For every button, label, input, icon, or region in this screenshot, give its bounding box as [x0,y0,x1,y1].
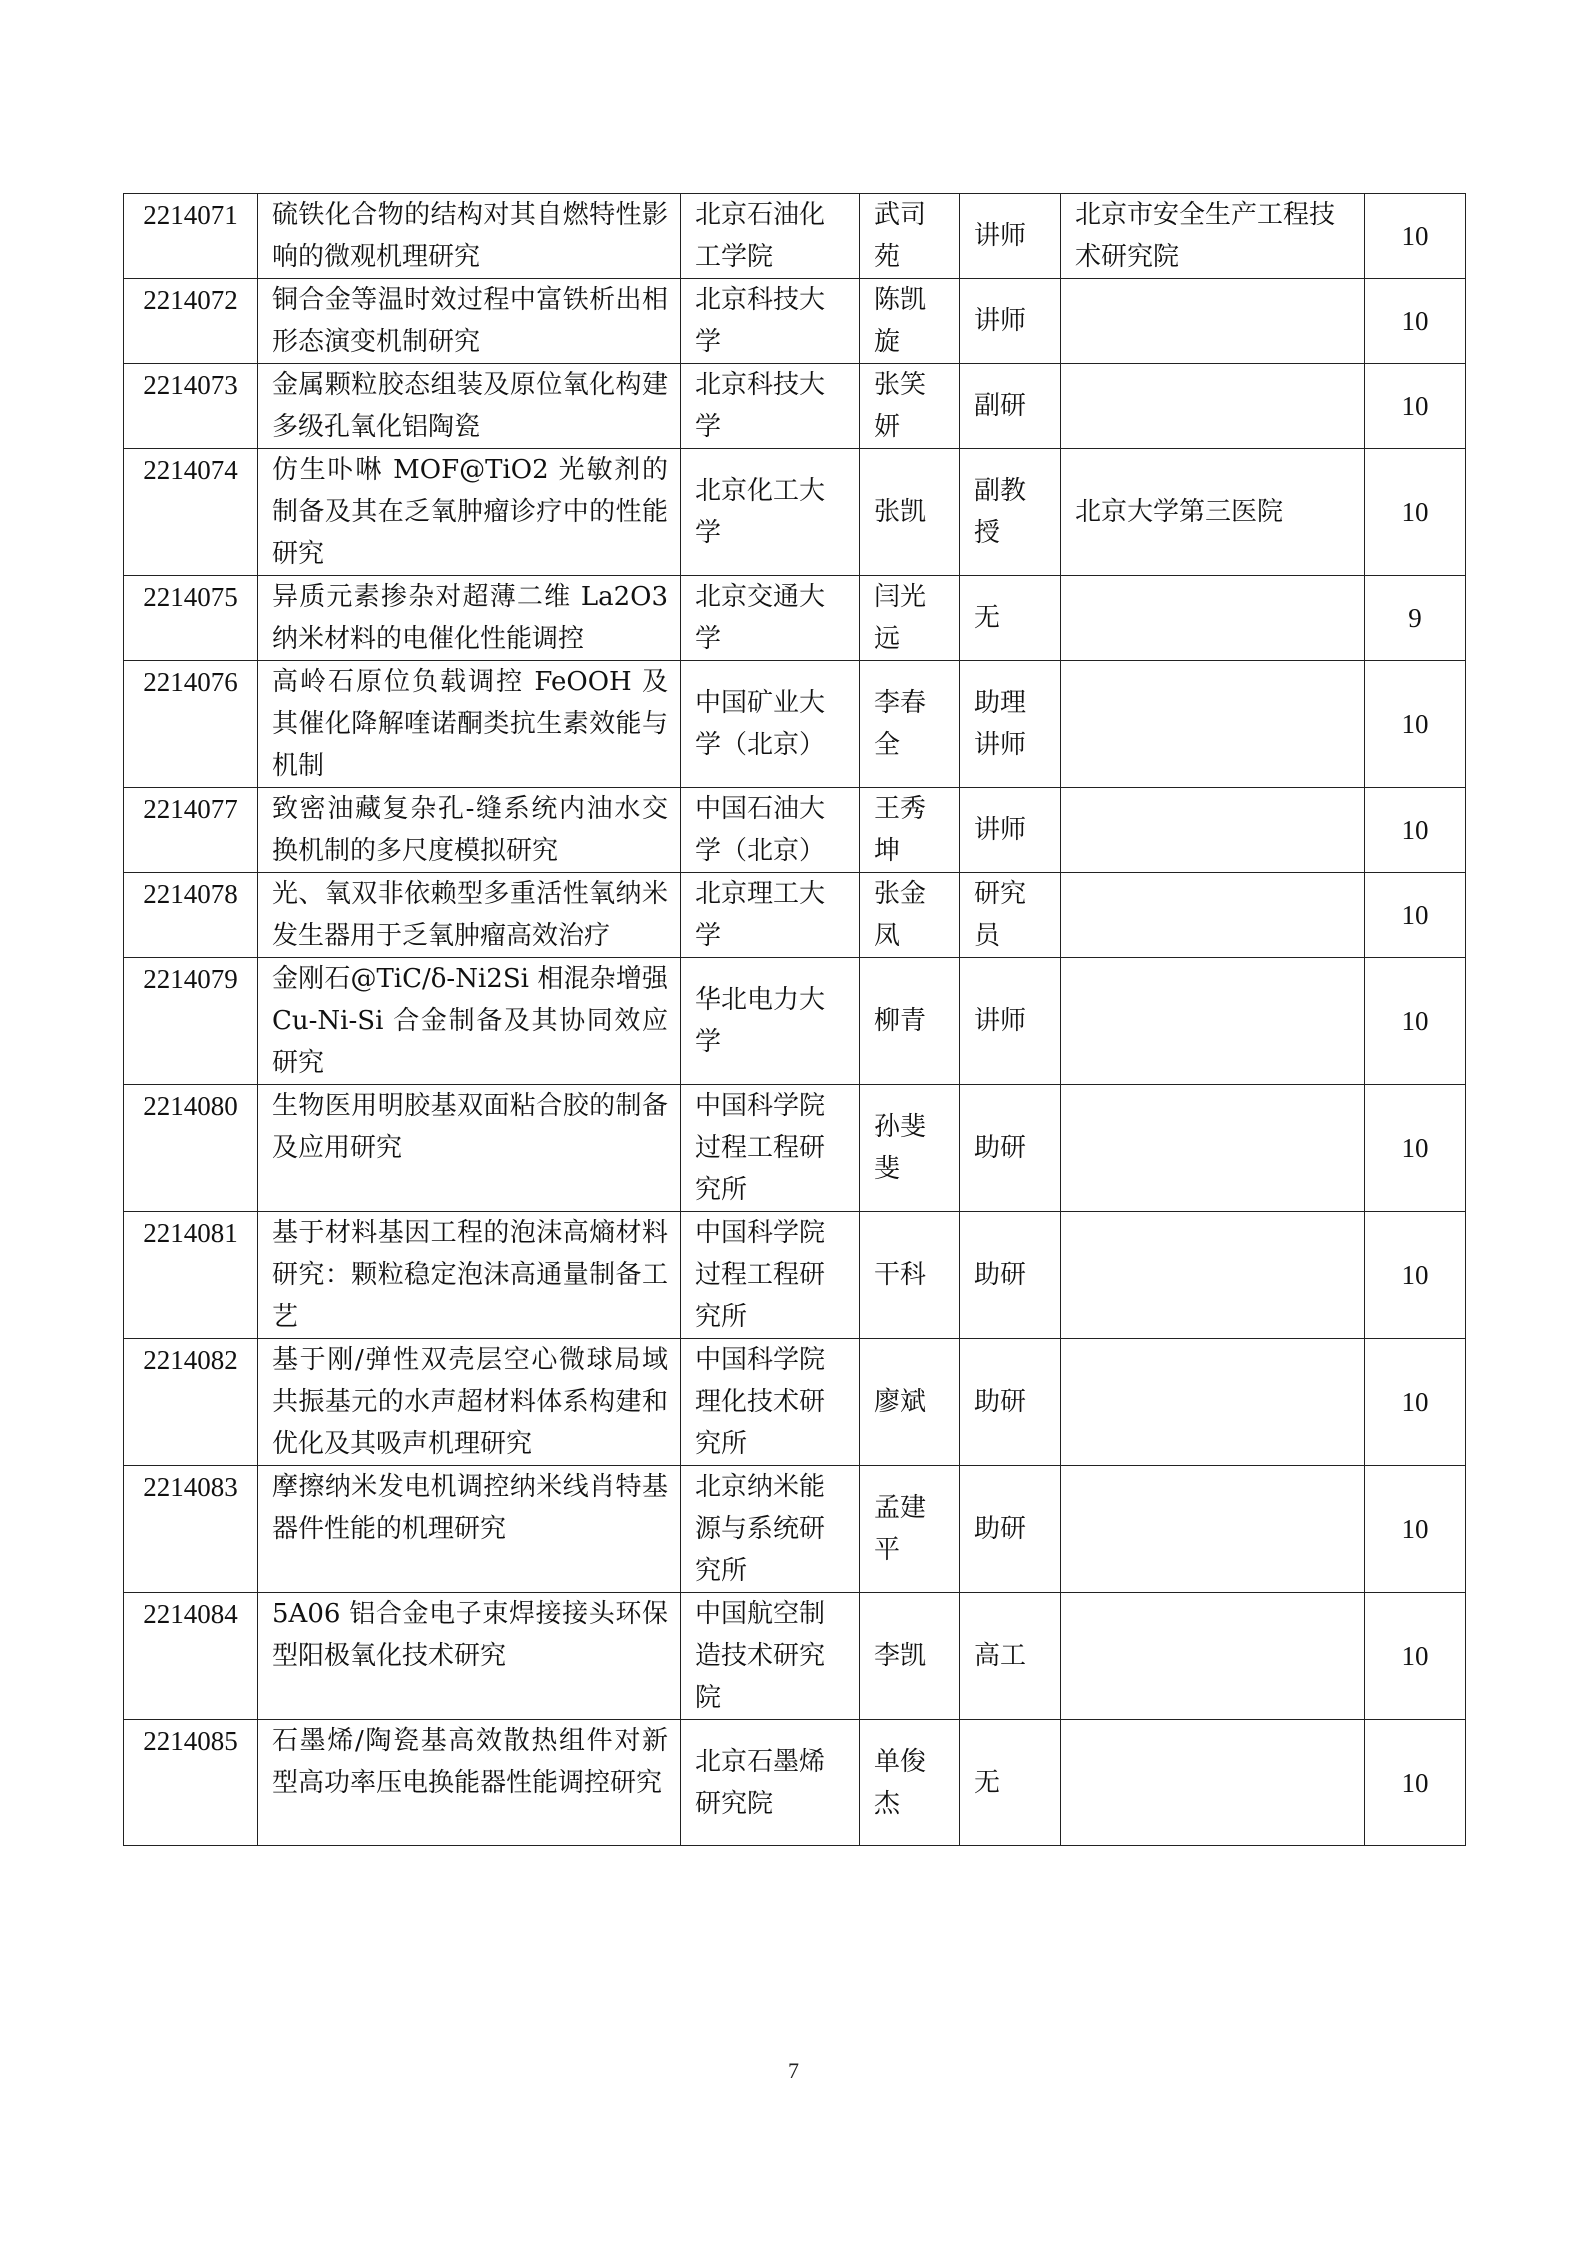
institution: 北京理工大学 [681,873,860,958]
institution: 北京纳米能源与系统研究所 [681,1466,860,1593]
project-title: 石墨烯/陶瓷基高效散热组件对新型高功率压电换能器性能调控研究 [258,1720,681,1846]
title-rank: 高工 [960,1593,1061,1720]
table-row [124,1466,1466,1593]
table-row [124,1212,1466,1339]
applicant-name: 王秀坤 [860,788,960,873]
title-rank: 助研 [960,1339,1061,1466]
funding-amount: 10 [1365,661,1466,788]
funding-amount: 10 [1365,1339,1466,1466]
institution: 北京科技大学 [681,364,860,449]
institution: 华北电力大学 [681,958,860,1085]
project-title: 光、氧双非依赖型多重活性氧纳米发生器用于乏氧肿瘤高效治疗 [258,873,681,958]
institution: 中国科学院过程工程研究所 [681,1085,860,1212]
project-title: 异质元素掺杂对超薄二维 La2O3 纳米材料的电催化性能调控 [258,576,681,661]
funding-amount: 10 [1365,279,1466,364]
title-rank: 研究员 [960,873,1061,958]
funding-amount: 10 [1365,364,1466,449]
applicant-name: 张凯 [860,449,960,576]
table-row [124,958,1466,1085]
institution: 北京石墨烯研究院 [681,1720,860,1846]
institution: 北京石油化工学院 [681,194,860,279]
partner-unit: 北京大学第三医院 [1061,449,1365,576]
project-id: 2214071 [124,194,258,279]
table-row [124,364,1466,449]
applicant-name: 李春全 [860,661,960,788]
table-row [124,1339,1466,1466]
project-id: 2214085 [124,1720,258,1846]
funding-amount: 10 [1365,1720,1466,1846]
applicant-name: 单俊杰 [860,1720,960,1846]
project-id: 2214078 [124,873,258,958]
institution: 中国航空制造技术研究院 [681,1593,860,1720]
partner-unit [1061,576,1365,661]
funding-amount: 10 [1365,1085,1466,1212]
institution: 北京化工大学 [681,449,860,576]
institution: 中国矿业大学（北京） [681,661,860,788]
title-rank: 副教授 [960,449,1061,576]
table-row [124,576,1466,661]
applicant-name: 张笑妍 [860,364,960,449]
funding-amount: 10 [1365,958,1466,1085]
title-rank: 助研 [960,1466,1061,1593]
title-rank: 讲师 [960,279,1061,364]
project-id: 2214076 [124,661,258,788]
project-title: 5A06 铝合金电子束焊接接头环保型阳极氧化技术研究 [258,1593,681,1720]
project-id: 2214082 [124,1339,258,1466]
partner-unit [1061,958,1365,1085]
project-id: 2214080 [124,1085,258,1212]
project-id: 2214074 [124,449,258,576]
partner-unit [1061,364,1365,449]
partner-unit [1061,1212,1365,1339]
institution: 中国科学院理化技术研究所 [681,1339,860,1466]
table-row [124,1593,1466,1720]
applicant-name: 孙斐斐 [860,1085,960,1212]
funding-amount: 10 [1365,1593,1466,1720]
title-rank: 无 [960,576,1061,661]
institution: 北京交通大学 [681,576,860,661]
applicant-name: 武司苑 [860,194,960,279]
institution: 北京科技大学 [681,279,860,364]
title-rank: 讲师 [960,194,1061,279]
project-id: 2214075 [124,576,258,661]
applicant-name: 张金凤 [860,873,960,958]
partner-unit [1061,1466,1365,1593]
project-title: 生物医用明胶基双面粘合胶的制备及应用研究 [258,1085,681,1212]
project-title: 摩擦纳米发电机调控纳米线肖特基器件性能的机理研究 [258,1466,681,1593]
partner-unit [1061,1720,1365,1846]
project-title: 硫铁化合物的结构对其自燃特性影响的微观机理研究 [258,194,681,279]
applicant-name: 闫光远 [860,576,960,661]
title-rank: 助研 [960,1085,1061,1212]
applicant-name: 干科 [860,1212,960,1339]
institution: 中国科学院过程工程研究所 [681,1212,860,1339]
partner-unit [1061,788,1365,873]
project-title: 铜合金等温时效过程中富铁析出相形态演变机制研究 [258,279,681,364]
institution: 中国石油大学（北京） [681,788,860,873]
partner-unit [1061,661,1365,788]
title-rank: 讲师 [960,788,1061,873]
partner-unit [1061,873,1365,958]
project-title: 金刚石@TiC/δ-Ni2Si 相混杂增强 Cu-Ni-Si 合金制备及其协同效应研究 [258,958,681,1085]
project-title: 高岭石原位负载调控 FeOOH 及其催化降解喹诺酮类抗生素效能与机制 [258,661,681,788]
partner-unit [1061,1593,1365,1720]
title-rank: 讲师 [960,958,1061,1085]
partner-unit [1061,1085,1365,1212]
table-row [124,449,1466,576]
title-rank: 助研 [960,1212,1061,1339]
applicant-name: 孟建平 [860,1466,960,1593]
partner-unit: 北京市安全生产工程技术研究院 [1061,194,1365,279]
project-id: 2214072 [124,279,258,364]
applicant-name: 柳青 [860,958,960,1085]
project-id: 2214083 [124,1466,258,1593]
funding-amount: 10 [1365,194,1466,279]
project-title: 仿生卟啉 MOF@TiO2 光敏剂的制备及其在乏氧肿瘤诊疗中的性能研究 [258,449,681,576]
table-row [124,1720,1466,1846]
project-title: 致密油藏复杂孔-缝系统内油水交换机制的多尺度模拟研究 [258,788,681,873]
funding-amount: 10 [1365,1466,1466,1593]
applicant-name: 陈凯旋 [860,279,960,364]
table-row [124,873,1466,958]
table-row [124,788,1466,873]
applicant-name: 廖斌 [860,1339,960,1466]
table-row [124,279,1466,364]
project-id: 2214077 [124,788,258,873]
project-id: 2214084 [124,1593,258,1720]
page-number: 7 [788,2058,799,2083]
table-row [124,194,1466,279]
project-table-body [124,194,1466,1846]
funding-amount: 10 [1365,1212,1466,1339]
funding-amount: 10 [1365,449,1466,576]
project-title: 基于刚/弹性双壳层空心微球局域共振基元的水声超材料体系构建和优化及其吸声机理研究 [258,1339,681,1466]
table-row [124,1085,1466,1212]
title-rank: 助理讲师 [960,661,1061,788]
partner-unit [1061,1339,1365,1466]
table-row [124,661,1466,788]
funding-amount: 10 [1365,788,1466,873]
project-table [123,193,1466,1846]
title-rank: 副研 [960,364,1061,449]
project-id: 2214079 [124,958,258,1085]
project-title: 金属颗粒胶态组装及原位氧化构建多级孔氧化铝陶瓷 [258,364,681,449]
title-rank: 无 [960,1720,1061,1846]
project-id: 2214081 [124,1212,258,1339]
funding-amount: 10 [1365,873,1466,958]
applicant-name: 李凯 [860,1593,960,1720]
project-title: 基于材料基因工程的泡沫高熵材料研究：颗粒稳定泡沫高通量制备工艺 [258,1212,681,1339]
partner-unit [1061,279,1365,364]
funding-amount: 9 [1365,576,1466,661]
project-id: 2214073 [124,364,258,449]
